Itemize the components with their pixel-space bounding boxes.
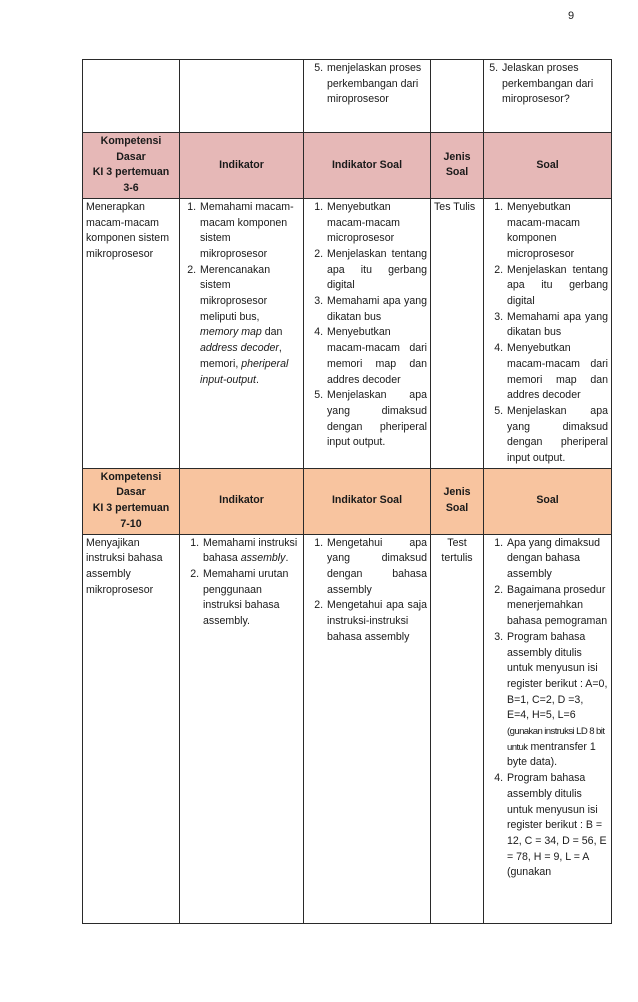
indikator-list [180,198,304,468]
header-indikator: Indikator [180,133,304,199]
list-item: 3. Memahami apa yang dikatan bus [506,310,608,341]
list-item: 5. Jelaskan proses perkembangan dari miroprosesor? [501,61,608,108]
list-item: 1. Mengetahui apa yang dimaksud dengan bahasa assembly [326,536,427,599]
list-item: 1. Memahami instruksi bahasa assembly. [202,536,300,567]
list-item: 5. menjelaskan proses perkembangan dari miroprosesor [326,61,427,108]
jenis-soal-cell-empty [431,60,484,133]
indikator-soal-list [304,534,431,923]
list-item: 5. Menjelaskan apa yang dimaksud dengan pheriperal input output. [506,404,608,467]
list-item: 4. Menyebutkan macam-macam dari memori map dan addres decoder [326,325,427,388]
list-item: 5. Menjelaskan apa yang dimaksud dengan pheriperal input output. [326,388,427,451]
indikator-list [180,534,304,923]
kisi-kisi-table [82,59,612,924]
list-item: 2. Bagaimana prosedur menerjemahkan bahasa pemograman [506,583,608,630]
jenis-soal-text: Tes Tulis [431,198,484,468]
continuation-row [83,60,612,133]
list-item: 1. Apa yang dimaksud dengan bahasa assembly [506,536,608,583]
list-item: 4. Menyebutkan macam-macam dari memori map dan addres decoder [506,341,608,404]
list-item: 1. Memahami macam-macam komponen sistem mikroprosesor [199,200,300,263]
page-number: 9 [568,10,575,22]
list-item: 2. Menjelaskan tentang apa itu gerbang digital [506,263,608,310]
list-item: 3. Memahami apa yang dikatan bus [326,294,427,325]
soal-list [484,198,612,468]
list-item: 2. Memahami urutan penggunaan instruksi bahasa assembly. [202,567,300,630]
header-jenis-soal: Jenis Soal [431,133,484,199]
kompetensi-cell-empty [83,60,180,133]
soal-list [484,534,612,923]
soal-cell [484,60,612,133]
list-item: 4. Program bahasa assembly ditulis untuk menyusun isi register berikut : B = 12, C = 34, D = 56, E = 78, H = 9, L = A (gunakan [506,771,608,881]
indikator-cell-empty [180,60,304,133]
list-item: 2. Menjelaskan tentang apa itu gerbang digital [326,247,427,294]
list-item: 2. Mengetahui apa saja instruksi-instruksi bahasa assembly [326,598,427,645]
section-row-1 [83,198,612,468]
list-item: 3. Program bahasa assembly ditulis untuk menyusun isi register berikut : A=0, B=1, C=2, D =3, E=4, H=5, L=6 (gunakan instruksi LD 8 bit untuk mentransfer 1 byte data). [506,630,608,771]
header-row-2 [83,468,612,534]
kompetensi-text: Menyajikan instruksi bahasa assembly mikroprosesor [83,534,180,923]
header-indikator-soal: Indikator Soal [304,133,431,199]
list-item: 1. Menyebutkan macam-macam microprosesor [326,200,427,247]
header-soal: Soal [484,133,612,199]
header-kompetensi: Kompetensi Dasar KI 3 pertemuan 3-6 [83,133,180,199]
header-row-1 [83,133,612,199]
list-item: 1. Menyebutkan macam-macam komponen microprosesor [506,200,608,263]
indikator-soal-list [304,198,431,468]
section-row-2 [83,534,612,923]
kompetensi-text: Menerapkan macam-macam komponen sistem mikroprosesor [83,198,180,468]
header-indikator: Indikator [180,468,304,534]
header-jenis-soal: Jenis Soal [431,468,484,534]
jenis-soal-text: Test tertulis [431,534,484,923]
header-soal: Soal [484,468,612,534]
indikator-soal-cell [304,60,431,133]
header-indikator-soal: Indikator Soal [304,468,431,534]
list-item: 2. Merencanakan sistem mikroprosesor meliputi bus, memory map dan address decoder, memori, pheriperal input-output. [199,263,300,389]
header-kompetensi: Kompetensi Dasar KI 3 pertemuan 7-10 [83,468,180,534]
